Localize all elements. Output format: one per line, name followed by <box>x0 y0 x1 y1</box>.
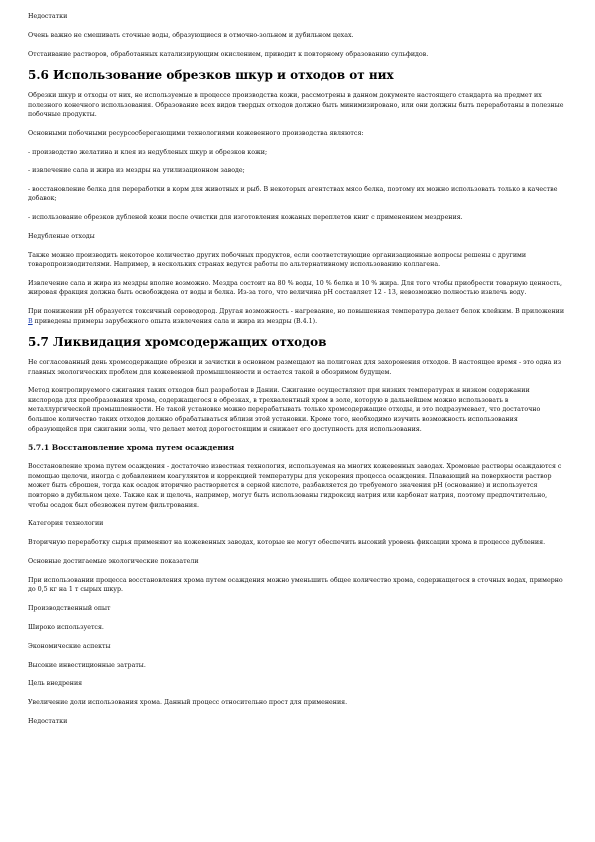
paragraph: Обрезки шкур и отходы от них, не используемые в процессе производства кожи, рассмотрены в данном документе настоящего стандарта на предмет их полезного конечного использования. Образование всех видов твердых отходов должно быть минимизировано, или они должны быть переработаны в полезные побочные продукты. <box>28 92 564 119</box>
subsection-heading: 5.7.1 Восстановление хрома путем осаждения <box>28 443 235 453</box>
section-label: Недостатки <box>28 13 68 20</box>
section-label: Цель внедрения <box>28 680 83 688</box>
section-label: Экономические аспекты <box>28 642 111 650</box>
paragraph: Основными побочными ресурсосберегающими технологиями кожевенного производства являются: <box>28 129 364 137</box>
paragraph: Также можно производить некоторое количество других побочных продуктов, если соответствующие организационные вопросы решены с другими товаропроизводителями. Например, в нескольких странах ведутся работы по альтернативному использованию коллагена. <box>28 251 527 269</box>
paragraph: Отстаивание растворов, обработанных катализирующим окислением, приводит к повторному образованию сульфидов. <box>28 50 429 58</box>
paragraph: Высокие инвестиционные затраты. <box>28 661 146 669</box>
paragraph: Вторичную переработку сырья применяют на кожевенных заводах, которые не могут обеспечить высокий уровень фиксации хрома в процессе дубления. <box>28 539 546 547</box>
paragraph: Извлечение сала и жира из мездры вполне возможно. Мездра состоит на 80 % воды, 10 % белка и 10 % жира. Для того чтобы приобрести товарную ценность, жировая фракция должна быть освобождена от воды и белка. Из-за того, что величина рН составляет 12 - 13, невозможно полностью извлечь воду. <box>28 279 563 297</box>
appendix-link[interactable]: В <box>28 317 33 325</box>
section-label: Категория технологии <box>28 520 104 528</box>
paragraph: - восстановление белка для переработки в корм для животных и рыб. В некоторых агентствах мясо белка, поэтому их можно использовать только в качестве добавок; <box>28 185 558 203</box>
paragraph: Метод контролируемого сжигания таких отходов был разработан в Дании. Сжигание осуществляют при низких температурах и низком содержании кислорода для преобразования хрома, содержащегося в обрезках, в трехвалентный хром в золе, которую в дальнейшем можно использовать в металлургической промышленности. Не такой установке можно перерабатывать только хромсодержащие отходы, и это подразумевает, что достаточно большое количество таких отходов должно обрабатываться вблизи этой установки. Кроме того, необходимо изучить возможность использования образующейся при сжигании золы, что делает метод дорогостоящим и снижает его доступность для использования. <box>28 387 541 433</box>
paragraph: Увеличение доли использования хрома. Данный процесс относительно прост для применения. <box>28 699 348 707</box>
paragraph: Восстановление хрома путем осаждения - достаточно известная технология, используемая на многих кожевенных заводах. Хромовые растворы осаждаются с помощью щелочи, иногда с добавлением коагулянтов и коррекцией температуры для ускорения процесса осаждения. Плавающий на поверхности раствор может быть сброшен, тогда как осадок вторично растворяется в серной кислоте, разбавляется до требуемого значения рН (основание) и используется повторно в дубильном цехе. Также как и щелочь, например, могут быть использованы гидроксид натрия или карбонат натрия, поэтому предпочтительно, чтобы осадок был обезвожен путем фильтрования. <box>28 463 562 509</box>
section-label: Недубленые отходы <box>28 232 95 240</box>
paragraph: - производство желатина и клея из недубленых шкур и обрезков кожи; <box>28 148 268 156</box>
paragraph: Очень важно не смешивать сточные воды, образующиеся в отмочно-зольном и дубильном цехах. <box>28 32 354 39</box>
paragraph-text: приведены примеры зарубежного опыта извлечения сала и жира из мездры (В.4.1). <box>32 317 318 325</box>
paragraph: - извлечение сала и жира из мездры на утилизационном заводе; <box>28 167 245 175</box>
paragraph: - использование обрезков дубленой кожи после очистки для изготовления кожаных переплетов книг с применением мездрения. <box>28 213 463 221</box>
section-heading: 5.6 Использование обрезков шкур и отходов от них <box>28 68 394 83</box>
paragraph: Не согласованный день хромсодержащие обрезки и зачистки в основном размещают на полигонах для захоронения отходов. В настоящее время - это одна из главных экологических проблем для кожевенной промышленности и остается такой в обозримом будущем. <box>28 359 562 376</box>
paragraph: Широко используется. <box>28 624 104 631</box>
section-label: Основные достигаемые экологические показатели <box>28 557 199 565</box>
paragraph: При использовании процесса восстановления хрома путем осаждения можно уменьшить общее количество хрома, содержащегося в сточных водах, примерно до 0,5 кг на 1 т сырых шкур. <box>28 576 563 594</box>
section-label: Производственный опыт <box>28 605 111 612</box>
section-label: Недостатки <box>28 717 68 725</box>
section-heading: 5.7 Ликвидация хромсодержащих отходов <box>28 335 327 350</box>
paragraph-text: При понижении рН образуется токсичный сероводород. Другая возможность - нагревание, но повышенная температура делает белок клейким. В приложении <box>28 307 565 315</box>
paragraph <box>28 307 565 326</box>
